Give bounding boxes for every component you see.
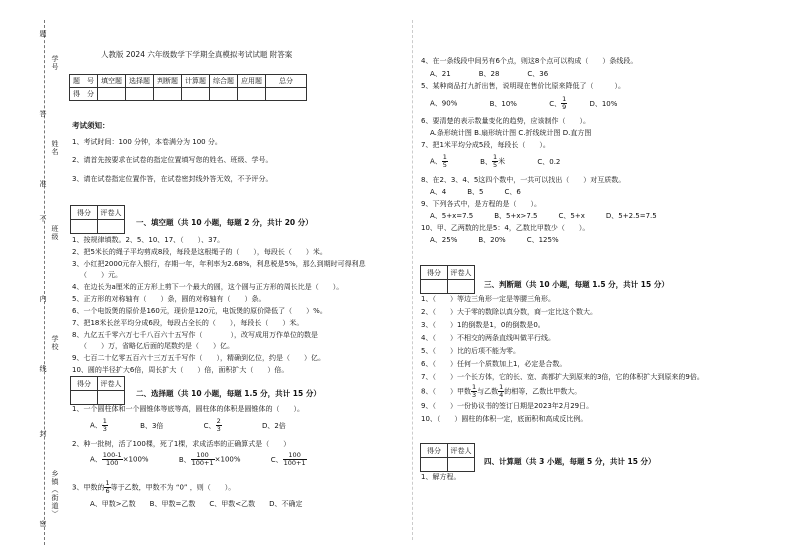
section-title-judge: 三、判断题（共 10 小题，每题 1.5 分，共计 15 分） — [484, 280, 669, 289]
score-header-cell: 综合题 — [210, 75, 238, 88]
grader-score-label: 得分 — [71, 377, 98, 391]
answer-options: A、 $\frac{1}{3}$ B、3倍 C、 $\frac{2}{3}$ D、2倍 — [90, 417, 286, 433]
question: 2、把5米长的绳子平均剪成8段，每段是这根绳子的（ ），每段长（ ）米。 — [72, 248, 327, 256]
seal-line — [44, 20, 45, 545]
score-cell — [154, 88, 182, 101]
score-header-cell: 题 号 — [70, 75, 98, 88]
question: 6、一个电饭煲的原价是160元，现价是120元，电饭煲的原价降低了（ ）%。 — [72, 307, 327, 315]
answer-options: A、25% B、20% C、125% — [430, 236, 559, 244]
question: 3、甲数的 $\frac{1}{6}$ 等于乙数，甲数不为 “0” ，则（ ）。 — [72, 479, 236, 495]
question: 4、在边长为a厘米的正方形上剪下一个最大的圆，这个圆与正方形的周长比是（ ）。 — [72, 283, 344, 291]
question: 5、（ ）比的后项不能为零。 — [421, 347, 520, 355]
question: 8、（ ）甲数 $\frac{1}{3}$ 与乙数 $\frac{1}{4}$ 的相等，乙数比甲数大。 — [421, 383, 582, 399]
answer-options: A、 $\frac{100-1}{100}$ ×100% B、 $\frac{100}{100+1}$ ×100% C、 $\frac{100}{100+1}$ — [90, 451, 306, 467]
notice-item: 1、考试时间：100 分钟，本卷满分为 100 分。 — [72, 138, 222, 146]
grader-box — [420, 265, 475, 294]
question: 6、（ ）任何一个质数加上1，必定是合数。 — [421, 360, 567, 368]
score-cell — [238, 88, 266, 101]
question: （ ）元。 — [80, 271, 122, 279]
question: 3、小红把2000元存入银行，存期一年，年利率为2.68%，利息税是5%，那么到期时可得利息 — [72, 260, 366, 268]
grader-score-label: 得分 — [421, 266, 448, 280]
question: 1、解方程。 — [421, 473, 461, 481]
grader-cell — [71, 391, 98, 405]
label-class: 班级 — [51, 225, 59, 241]
grader-box — [70, 205, 125, 234]
label-town: 乡镇（街道） — [51, 470, 59, 518]
question: 6、要清楚的表示数量变化的趋势，应该制作（ ）。 — [421, 117, 590, 125]
seal-mark: 不 — [39, 215, 47, 223]
grader-score-label: 得分 — [71, 206, 98, 220]
score-header-cell: 选择题 — [126, 75, 154, 88]
question: 5、正方形的对称轴有（ ）条，圆的对称轴有（ ）条。 — [72, 295, 266, 303]
answer-options: A、4 B、5 C、6 — [430, 188, 521, 196]
grader-name-label: 评卷人 — [98, 377, 125, 391]
question: 7、把1米平均分成5段，每段长（ ）。 — [421, 141, 550, 149]
question: 10、（ ）圆柱的体积一定，底面积和高成反比例。 — [421, 415, 588, 423]
question: 8、九亿五千零六万七千八百六十五写作（ ），改写成用万作单位的数是 — [72, 331, 318, 339]
grader-cell — [98, 220, 125, 234]
score-table — [69, 74, 307, 101]
grader-name-label: 评卷人 — [98, 206, 125, 220]
grader-cell — [448, 458, 475, 472]
notice-title: 考试须知： — [72, 121, 110, 130]
grader-name-label: 评卷人 — [448, 266, 475, 280]
question: 2、种一批树，活了100棵，死了1棵，求成活率的正确算式是（ ） — [72, 440, 291, 448]
answer-options: A.条形统计图 B.扇形统计图 C.折线统计图 D.直方图 — [430, 129, 592, 137]
grader-cell — [421, 458, 448, 472]
question: 9、七百二十亿零五百六十三万五千写作（ ），精确到亿位，约是（ ）亿。 — [72, 354, 325, 362]
score-cell — [182, 88, 210, 101]
question: 5、某种商品打九折出售，说明现在售价比原来降低了（ ）。 — [421, 82, 625, 90]
question: （ ）万，省略亿后面的尾数约是（ ）亿。 — [80, 342, 234, 350]
score-cell — [266, 88, 307, 101]
answer-options: A、5+x=7.5 B、5+x>7.5 C、5+x D、5+2.5=7.5 — [430, 212, 657, 220]
seal-mark: 题 — [39, 30, 47, 38]
score-header-cell: 应用题 — [238, 75, 266, 88]
grader-score-label: 得分 — [421, 444, 448, 458]
answer-options: A、21 B、28 C、36 — [430, 70, 549, 78]
notice-item: 2、请首先按要求在试卷的指定位置填写您的姓名、班级、学号。 — [72, 156, 273, 164]
grader-cell — [448, 280, 475, 294]
answer-options: A、90% B、10% C、 $\frac{1}{9}$ D、10% — [430, 95, 618, 111]
label-name: 姓名 — [51, 140, 59, 156]
grader-box — [420, 443, 475, 472]
answer-options: A、 $\frac{1}{5}$ B、 $\frac{1}{5}$ 米 C、0.2 — [430, 153, 561, 169]
seal-mark: 准 — [39, 180, 47, 188]
section-title-fill: 一、填空题（共 10 小题，每题 2 分，共计 20 分） — [136, 218, 313, 227]
score-cell — [126, 88, 154, 101]
seal-mark: 密 — [39, 520, 47, 528]
seal-mark: 答 — [39, 110, 47, 118]
score-header-cell: 填空题 — [98, 75, 126, 88]
grader-box — [70, 376, 125, 405]
question: 1、按规律填数。2、5、10、17、（ ）、37。 — [72, 236, 225, 244]
question: 2、（ ）大于零的数除以真分数，商一定比这个数大。 — [421, 308, 597, 316]
grader-cell — [71, 220, 98, 234]
answer-options: A、甲数>乙数 B、甲数=乙数 C、甲数<乙数 D、不确定 — [90, 500, 303, 508]
score-cell — [210, 88, 238, 101]
page-title: 人教版 2024 六年级数学下学期全真模拟考试试题 附答案 — [101, 50, 293, 59]
question: 8、在2、3、4、5这四个数中，一共可以找出（ ）对互质数。 — [421, 176, 626, 184]
label-student-id: 学号 — [51, 55, 59, 71]
question: 9、（ ）一份协议书的签订日期是2023年2月29日。 — [421, 402, 594, 410]
section-title-choice: 二、选择题（共 10 小题，每题 1.5 分，共计 15 分） — [136, 389, 321, 398]
section-title-calc: 四、计算题（共 3 小题，每题 5 分，共计 15 分） — [484, 457, 656, 466]
question: 10、圆的半径扩大6倍，周长扩大（ ）倍，面积扩大（ ）倍。 — [72, 366, 289, 374]
score-cell — [98, 88, 126, 101]
score-header-cell: 判断题 — [154, 75, 182, 88]
question: 4、（ ）不相交的两条直线叫做平行线。 — [421, 334, 555, 342]
question: 9、下列各式中，是方程的是（ ）。 — [421, 200, 541, 208]
label-school: 学校 — [51, 335, 59, 351]
question: 1、一个圆柱体和一个圆锥体等底等高，圆柱体的体积是圆锥体的（ ）。 — [72, 405, 304, 413]
notice-item: 3、请在试卷指定位置作答，在试卷密封线外答无效，不予评分。 — [72, 175, 273, 183]
seal-mark: 内 — [39, 295, 47, 303]
question: 3、（ ）1的倒数是1，0的倒数是0。 — [421, 321, 545, 329]
grader-cell — [421, 280, 448, 294]
seal-mark: 封 — [39, 430, 47, 438]
question: 7、（ ）一个长方体，它的长、宽、高都扩大到原来的3倍，它的体积扩大到原来的9倍。 — [421, 373, 704, 381]
grader-cell — [98, 391, 125, 405]
question: 1、（ ）等边三角形一定是等腰三角形。 — [421, 295, 555, 303]
question: 10、甲、乙两数的比是5：4，乙数比甲数少（ ）。 — [421, 224, 590, 232]
question: 4、在一条线段中间另有6个点，则这8个点可以构成（ ）条线段。 — [421, 57, 638, 65]
score-row-label: 得 分 — [70, 88, 98, 101]
score-header-cell: 计算题 — [182, 75, 210, 88]
column-divider — [412, 20, 413, 540]
grader-name-label: 评卷人 — [448, 444, 475, 458]
seal-mark: 线 — [39, 365, 47, 373]
score-header-cell: 总分 — [266, 75, 307, 88]
question: 7、把18米长丝平均分成6段，每段占全长的（ ），每段长（ ）米。 — [72, 319, 304, 327]
